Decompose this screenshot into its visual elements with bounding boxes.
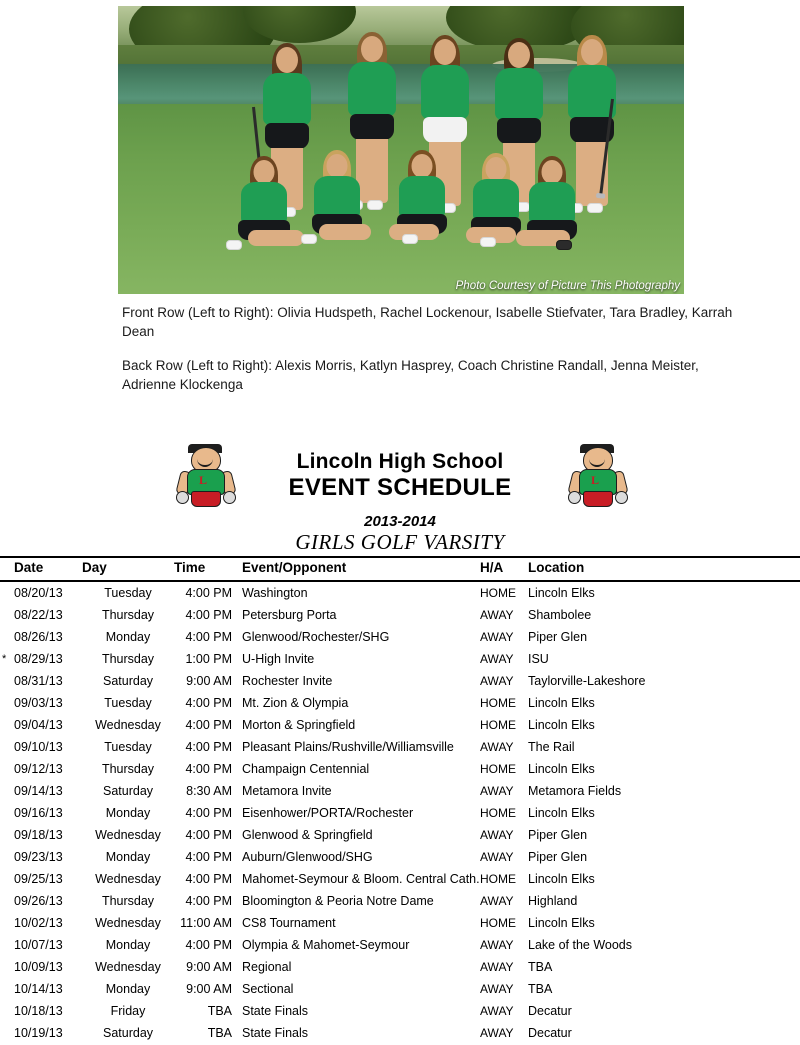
table-row <box>0 736 800 758</box>
table-header-row <box>0 557 800 581</box>
row-location: Lincoln Elks <box>528 586 595 600</box>
column-header-ha: H/A <box>480 557 528 581</box>
row-ha: AWAY <box>480 938 514 952</box>
photo-background <box>118 6 684 294</box>
table-row <box>0 581 800 604</box>
row-event: Bloomington & Peoria Notre Dame <box>242 894 434 908</box>
row-time: 4:00 PM <box>185 630 232 644</box>
row-date: 09/03/13 <box>14 696 63 710</box>
row-ha: HOME <box>480 718 516 732</box>
column-header-star <box>0 557 14 581</box>
row-location: Lincoln Elks <box>528 718 595 732</box>
row-day: Thursday <box>101 894 155 908</box>
row-location: Decatur <box>528 1004 572 1018</box>
row-ha: HOME <box>480 762 516 776</box>
table-row <box>0 648 800 670</box>
row-star <box>0 581 14 604</box>
row-date: 09/18/13 <box>14 828 63 842</box>
row-time: 4:00 PM <box>185 740 232 754</box>
row-star <box>0 758 14 780</box>
row-location: Piper Glen <box>528 630 588 644</box>
row-time: 4:00 PM <box>185 828 232 842</box>
row-time: 4:00 PM <box>185 850 232 864</box>
table-row <box>0 802 800 824</box>
row-date: 09/04/13 <box>14 718 63 732</box>
row-location: Metamora Fields <box>528 784 622 798</box>
column-header-day: Day <box>82 557 174 581</box>
row-event: State Finals <box>242 1004 309 1018</box>
row-event: Eisenhower/PORTA/Rochester <box>242 806 414 820</box>
player-front-2 <box>299 150 375 282</box>
row-ha: AWAY <box>480 850 514 864</box>
schedule-table <box>0 556 800 1044</box>
row-star <box>0 780 14 802</box>
row-date: 09/12/13 <box>14 762 63 776</box>
row-time: 4:00 PM <box>185 806 232 820</box>
row-ha: HOME <box>480 916 516 930</box>
row-location: Lincoln Elks <box>528 696 595 710</box>
row-star <box>0 868 14 890</box>
row-star <box>0 604 14 626</box>
row-star <box>0 626 14 648</box>
row-day: Wednesday <box>95 960 161 974</box>
row-date: 08/29/13 <box>14 652 63 666</box>
column-header-date: Date <box>14 557 82 581</box>
row-day: Wednesday <box>95 916 161 930</box>
row-ha: HOME <box>480 806 516 820</box>
row-event: Washington <box>242 586 308 600</box>
row-ha: AWAY <box>480 960 514 974</box>
table-row <box>0 846 800 868</box>
row-date: 08/31/13 <box>14 674 63 688</box>
table-row <box>0 912 800 934</box>
row-location: Lincoln Elks <box>528 762 595 776</box>
row-ha: HOME <box>480 872 516 886</box>
row-day: Wednesday <box>95 828 161 842</box>
row-ha: AWAY <box>480 740 514 754</box>
row-time: 4:00 PM <box>185 608 232 622</box>
team-photo <box>118 6 684 294</box>
table-row <box>0 956 800 978</box>
row-location: Lake of the Woods <box>528 938 633 952</box>
table-row <box>0 758 800 780</box>
row-location: Piper Glen <box>528 828 588 842</box>
mascot-letter: L <box>591 473 600 487</box>
row-location: ISU <box>528 652 549 666</box>
row-ha: AWAY <box>480 630 514 644</box>
row-ha: AWAY <box>480 1026 514 1040</box>
page-title: EVENT SCHEDULE <box>288 474 512 501</box>
row-star <box>0 846 14 868</box>
row-star: * <box>2 653 7 665</box>
row-location: Lincoln Elks <box>528 916 595 930</box>
row-date: 09/25/13 <box>14 872 63 886</box>
row-event: Petersburg Porta <box>242 608 337 622</box>
row-time: 9:00 AM <box>186 982 232 996</box>
row-star <box>0 934 14 956</box>
row-time: 11:00 AM <box>180 916 232 930</box>
row-date: 10/18/13 <box>14 1004 63 1018</box>
row-star <box>0 890 14 912</box>
row-event: Olympia & Mahomet-Seymour <box>242 938 410 952</box>
row-date: 09/23/13 <box>14 850 63 864</box>
row-star <box>0 1022 14 1044</box>
row-ha: HOME <box>480 696 516 710</box>
row-date: 10/09/13 <box>14 960 63 974</box>
row-date: 08/20/13 <box>14 586 63 600</box>
row-day: Saturday <box>102 1026 154 1040</box>
row-ha: AWAY <box>480 894 514 908</box>
table-row <box>0 824 800 846</box>
row-location: Highland <box>528 894 578 908</box>
row-day: Thursday <box>101 608 155 622</box>
row-day: Saturday <box>102 784 154 798</box>
row-date: 09/16/13 <box>14 806 63 820</box>
table-row <box>0 1000 800 1022</box>
row-time: 4:00 PM <box>185 894 232 908</box>
row-day: Saturday <box>102 674 154 688</box>
row-date: 08/22/13 <box>14 608 63 622</box>
row-date: 10/07/13 <box>14 938 63 952</box>
row-day: Monday <box>105 630 151 644</box>
caption-front-row: Front Row (Left to Right): Olivia Hudspeth, Rachel Lockenour, Isabelle Stiefvater, Tara Bradley, Karrah Dean <box>122 305 733 339</box>
row-event: Metamora Invite <box>242 784 332 798</box>
row-date: 10/19/13 <box>14 1026 63 1040</box>
row-location: TBA <box>528 960 553 974</box>
row-event: Glenwood/Rochester/SHG <box>242 630 390 644</box>
row-location: Decatur <box>528 1026 572 1040</box>
row-ha: AWAY <box>480 828 514 842</box>
row-day: Thursday <box>101 762 155 776</box>
row-date: 09/14/13 <box>14 784 63 798</box>
table-header <box>0 557 800 581</box>
row-event: Mahomet-Seymour & Bloom. Central Cath. <box>242 872 480 886</box>
table-row <box>0 780 800 802</box>
row-time: TBA <box>207 1026 232 1040</box>
row-event: Champaign Centennial <box>242 762 370 776</box>
row-day: Wednesday <box>95 718 161 732</box>
column-header-location: Location <box>528 557 800 581</box>
row-star <box>0 714 14 736</box>
row-day: Tuesday <box>104 696 152 710</box>
table-row <box>0 868 800 890</box>
table-row <box>0 604 800 626</box>
row-time: 1:00 PM <box>185 652 232 666</box>
row-date: 10/14/13 <box>14 982 63 996</box>
row-day: Tuesday <box>104 740 152 754</box>
table-row <box>0 714 800 736</box>
row-event: Pleasant Plains/Rushville/Williamsville <box>242 740 454 754</box>
row-star <box>0 736 14 758</box>
row-date: 09/10/13 <box>14 740 63 754</box>
row-star <box>0 692 14 714</box>
player-front-5 <box>514 156 590 283</box>
row-event: Morton & Springfield <box>242 718 356 732</box>
row-location: TBA <box>528 982 553 996</box>
row-date: 08/26/13 <box>14 630 63 644</box>
table-row <box>0 978 800 1000</box>
row-time: 4:00 PM <box>185 938 232 952</box>
school-name: Lincoln High School <box>296 450 504 473</box>
team-label: GIRLS GOLF VARSITY <box>295 530 505 554</box>
row-time: 4:00 PM <box>185 718 232 732</box>
row-location: Shambolee <box>528 608 592 622</box>
row-day: Friday <box>110 1004 146 1018</box>
row-star <box>0 802 14 824</box>
row-location: Piper Glen <box>528 850 588 864</box>
row-location: Lincoln Elks <box>528 806 595 820</box>
row-star <box>0 912 14 934</box>
row-time: 4:00 PM <box>185 586 232 600</box>
row-time: 4:00 PM <box>185 872 232 886</box>
row-day: Monday <box>105 806 151 820</box>
row-event: State Finals <box>242 1026 309 1040</box>
row-event: Regional <box>242 960 292 974</box>
row-day: Monday <box>105 938 151 952</box>
row-time: 9:00 AM <box>186 674 232 688</box>
row-time: 4:00 PM <box>185 762 232 776</box>
table-row <box>0 934 800 956</box>
table-body <box>0 581 800 1044</box>
row-ha: AWAY <box>480 1004 514 1018</box>
row-event: Mt. Zion & Olympia <box>242 696 349 710</box>
row-ha: HOME <box>480 586 516 600</box>
row-star <box>0 670 14 692</box>
row-event: Rochester Invite <box>242 674 333 688</box>
row-day: Monday <box>105 850 151 864</box>
photo-credit: Photo Courtesy of Picture This Photography <box>455 280 680 292</box>
column-header-event: Event/Opponent <box>242 557 480 581</box>
player-front-3 <box>384 150 460 282</box>
row-event: CS8 Tournament <box>242 916 336 930</box>
row-time: TBA <box>207 1004 232 1018</box>
row-star <box>0 824 14 846</box>
row-day: Monday <box>105 982 151 996</box>
row-event: U-High Invite <box>242 652 315 666</box>
row-location: Taylorville-Lakeshore <box>528 674 646 688</box>
table-row <box>0 692 800 714</box>
table-row <box>0 626 800 648</box>
row-event: Glenwood & Springfield <box>242 828 373 842</box>
row-date: 10/02/13 <box>14 916 63 930</box>
column-header-time: Time <box>174 557 242 581</box>
table-row <box>0 670 800 692</box>
row-ha: AWAY <box>480 608 514 622</box>
row-star <box>0 978 14 1000</box>
caption-back-row: Back Row (Left to Right): Alexis Morris, Katlyn Hasprey, Coach Christine Randall, Jenna Meister, Adrienne Klockenga <box>122 358 699 392</box>
row-event: Auburn/Glenwood/SHG <box>242 850 373 864</box>
season-label: 2013-2014 <box>364 513 436 530</box>
row-time: 9:00 AM <box>186 960 232 974</box>
row-ha: AWAY <box>480 652 514 666</box>
row-day: Thursday <box>101 652 155 666</box>
row-day: Wednesday <box>95 872 161 886</box>
row-star <box>0 1000 14 1022</box>
row-location: The Rail <box>528 740 575 754</box>
row-ha: AWAY <box>480 674 514 688</box>
row-ha: AWAY <box>480 784 514 798</box>
row-time: 8:30 AM <box>186 784 232 798</box>
row-time: 4:00 PM <box>185 696 232 710</box>
row-event: Sectional <box>242 982 294 996</box>
row-day: Tuesday <box>104 586 152 600</box>
mascot-letter: L <box>199 473 208 487</box>
row-location: Lincoln Elks <box>528 872 595 886</box>
row-date: 09/26/13 <box>14 894 63 908</box>
table-row <box>0 890 800 912</box>
row-star <box>0 956 14 978</box>
player-front-1 <box>226 156 302 283</box>
table-row <box>0 1022 800 1044</box>
row-ha: AWAY <box>480 982 514 996</box>
